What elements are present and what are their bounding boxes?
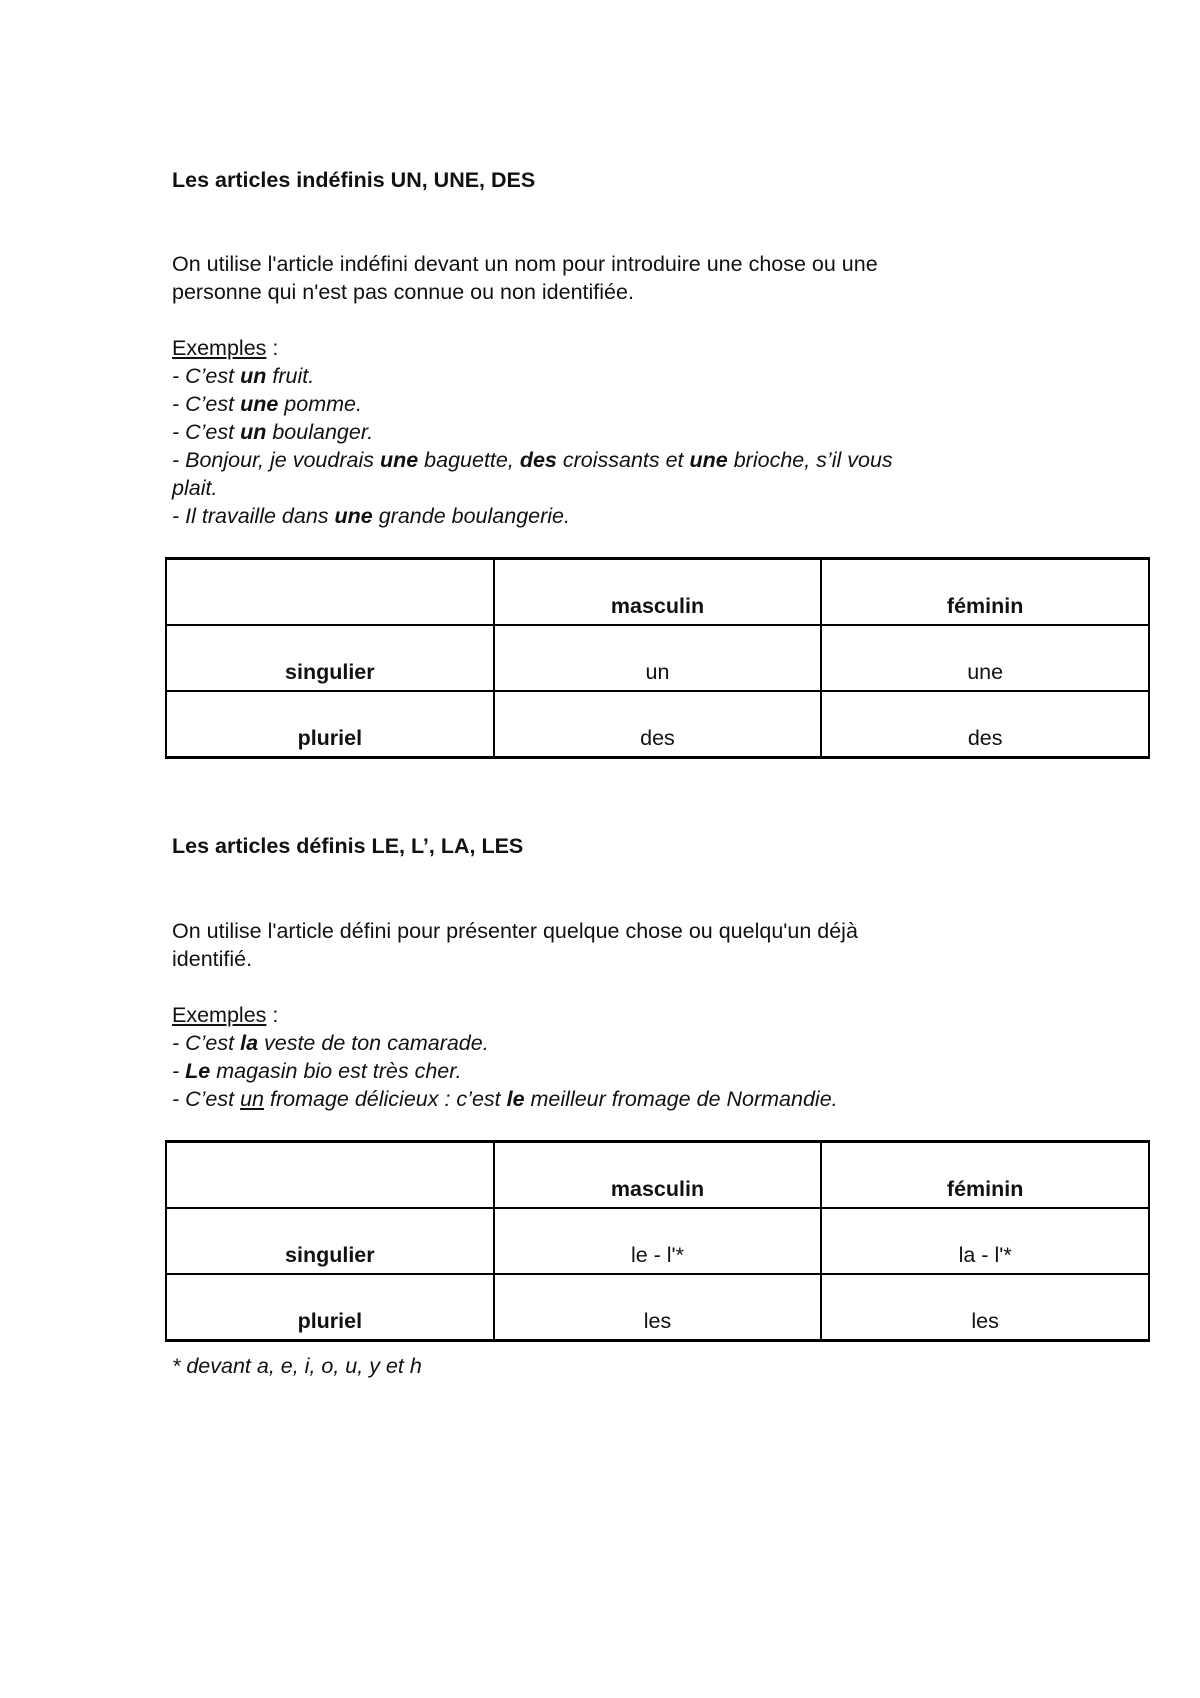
cell-pluriel-feminin: des: [821, 691, 1149, 758]
row-header-pluriel: pluriel: [166, 1274, 494, 1341]
article-highlight: des: [519, 448, 557, 472]
cell-singulier-feminin: la - l'*: [821, 1208, 1149, 1274]
row-header-singulier: singulier: [166, 1208, 494, 1274]
example-text: - C’est: [172, 420, 241, 444]
section-title-indefinite: Les articles indéfinis UN, UNE, DES: [172, 168, 536, 192]
row-header-pluriel: pluriel: [166, 691, 494, 758]
example-text: - C’est: [172, 1087, 241, 1111]
table-corner-cell: [166, 559, 494, 626]
examples-block-definite: [172, 1001, 1002, 1113]
cell-singulier-feminin: une: [821, 625, 1149, 691]
column-header-feminin: féminin: [821, 1142, 1149, 1209]
examples-block-indefinite: [172, 334, 1002, 530]
footnote: * devant a, e, i, o, u, y et h: [172, 1354, 422, 1378]
examples-heading: [172, 1001, 1002, 1029]
example-text: pomme.: [278, 392, 362, 416]
article-highlight: une: [379, 448, 419, 472]
column-header-feminin: féminin: [821, 559, 1149, 626]
table-header-row: [166, 1142, 1149, 1209]
examples-heading: [172, 334, 1002, 362]
example-text: - C’est: [172, 392, 241, 416]
example-line: [172, 362, 1002, 390]
example-text: veste de ton camarade.: [258, 1031, 489, 1055]
example-line: [172, 446, 1002, 474]
example-text: grande boulangerie.: [372, 504, 570, 528]
example-line: [172, 1057, 1002, 1085]
article-highlight: la: [240, 1031, 259, 1055]
example-line: [172, 390, 1002, 418]
article-highlight: une: [334, 504, 373, 528]
example-line: plait.: [172, 476, 218, 500]
example-text: magasin bio est très cher.: [210, 1059, 462, 1083]
article-highlight: une: [240, 392, 279, 416]
column-header-masculin: masculin: [494, 1142, 822, 1209]
row-header-singulier: singulier: [166, 625, 494, 691]
example-text: fromage délicieux : c’est: [264, 1087, 507, 1111]
table-row-singulier: [166, 1208, 1149, 1274]
cell-pluriel-masculin: des: [494, 691, 822, 758]
section-title-definite: Les articles définis LE, L’, LA, LES: [172, 834, 524, 858]
table-corner-cell: [166, 1142, 494, 1209]
article-highlight: un: [240, 420, 267, 444]
example-text: - Bonjour, je voudrais: [172, 448, 380, 472]
article-highlight: Le: [185, 1059, 211, 1083]
examples-colon: :: [266, 1003, 279, 1027]
example-text: - C’est: [172, 1031, 241, 1055]
cell-pluriel-feminin: les: [821, 1274, 1149, 1341]
example-line: [172, 1029, 1002, 1057]
example-text: croissants et: [556, 448, 690, 472]
table-row-pluriel: [166, 691, 1149, 758]
example-text: brioche, s’il vous: [727, 448, 893, 472]
intro-line: On utilise l'article indéfini devant un nom pour introduire une chose ou une: [172, 252, 878, 276]
intro-line: identifié.: [172, 947, 253, 971]
article-underlined: un: [240, 1087, 265, 1111]
article-highlight: un: [240, 364, 267, 388]
table-header-row: [166, 559, 1149, 626]
cell-pluriel-masculin: les: [494, 1274, 822, 1341]
examples-colon: :: [266, 336, 279, 360]
table-row-pluriel: [166, 1274, 1149, 1341]
example-line: [172, 1085, 1002, 1113]
intro-line: personne qui n'est pas connue ou non identifiée.: [172, 280, 634, 304]
examples-label: Exemples: [172, 336, 267, 360]
definite-articles-table: [165, 1140, 1150, 1342]
article-highlight: le: [506, 1087, 525, 1111]
cell-singulier-masculin: un: [494, 625, 822, 691]
intro-line: On utilise l'article défini pour présenter quelque chose ou quelqu'un déjà: [172, 919, 858, 943]
article-highlight: une: [689, 448, 728, 472]
intro-paragraph-indefinite: [172, 250, 1002, 306]
example-line: [172, 502, 1002, 530]
example-text: - C’est: [172, 364, 241, 388]
intro-paragraph-definite: [172, 917, 1002, 973]
example-text: fruit.: [266, 364, 315, 388]
column-header-masculin: masculin: [494, 559, 822, 626]
example-text: baguette,: [418, 448, 520, 472]
table-row-singulier: [166, 625, 1149, 691]
example-text: - Il travaille dans: [172, 504, 335, 528]
indefinite-articles-table: [165, 557, 1150, 759]
example-text: -: [172, 1059, 186, 1083]
example-line: [172, 418, 1002, 446]
examples-label: Exemples: [172, 1003, 267, 1027]
cell-singulier-masculin: le - l'*: [494, 1208, 822, 1274]
example-text: boulanger.: [266, 420, 374, 444]
example-text: meilleur fromage de Normandie.: [524, 1087, 838, 1111]
